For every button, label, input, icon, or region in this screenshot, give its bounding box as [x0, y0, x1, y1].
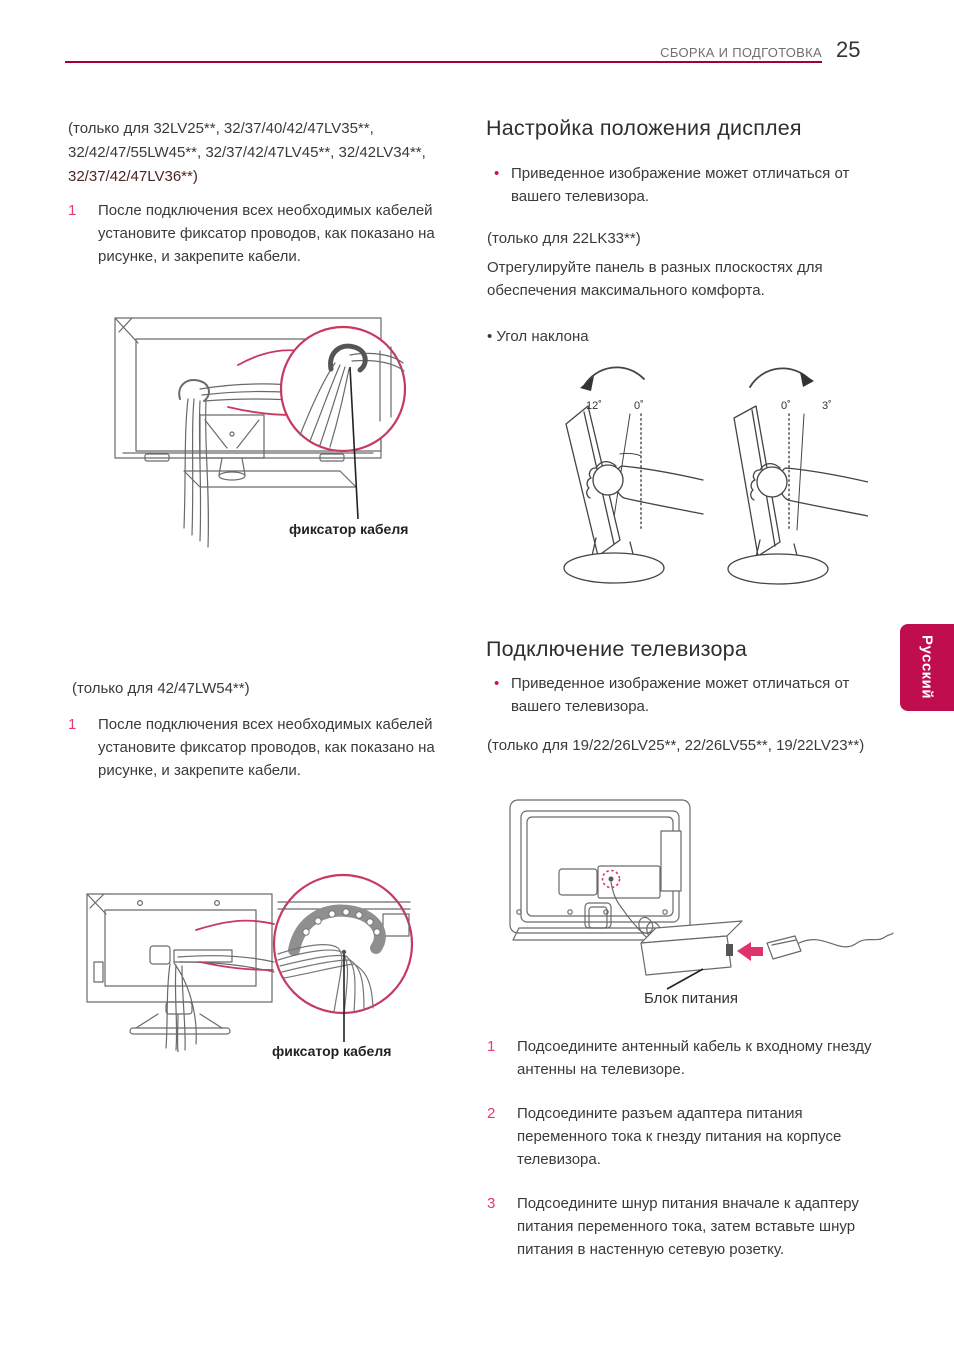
step-number: 2	[487, 1105, 496, 1122]
model-list-lv25: (только для 19/22/26LV25**, 22/26LV55**, 19/22LV23**)	[487, 737, 865, 754]
model-list-a	[68, 117, 472, 189]
language-side-tab: Русский	[900, 624, 954, 711]
figure-cable-holder-small-tv	[78, 862, 433, 1052]
note-tv-connection	[494, 672, 874, 718]
left-step-a	[68, 199, 472, 268]
note-bullet: •	[494, 675, 500, 692]
left-step-b	[68, 713, 472, 782]
connection-step-3	[487, 1192, 879, 1261]
step-number: 1	[68, 716, 77, 733]
figure-a-caption: фиксатор кабеля	[289, 521, 409, 537]
note-text: Приведенное изображение может отличаться от вашего телевизора.	[511, 165, 850, 205]
step-text: Подсоедините антенный кабель к входному гнезду антенны на телевизоре.	[517, 1038, 872, 1078]
note-display-position	[494, 162, 874, 208]
header-section-title: СБОРКА И ПОДГОТОВКА	[660, 45, 822, 60]
header-rule	[65, 61, 822, 63]
tilt-arrow-left	[584, 367, 644, 386]
tilt-arrow-right	[750, 368, 810, 387]
section-title-tv-connection: Подключение телевизора	[486, 637, 747, 661]
connection-step-1	[487, 1035, 879, 1081]
power-adapter-caption: Блок питания	[644, 990, 738, 1007]
adjust-panel-text: Отрегулируйте панель в разных плоскостях для обеспечения максимального комфорта.	[487, 259, 823, 299]
model-list-b: (только для 42/47LW54**)	[72, 680, 250, 697]
step-number: 1	[68, 202, 77, 219]
model-list-a-main: (только для 32LV25**, 32/37/40/42/47LV35**, 32/42/47/55LW45**, 32/37/42/47LV45**, 32/42LV34**,	[68, 120, 426, 161]
step-text: После подключения всех необходимых кабелей установите фиксатор проводов, как показано на рисунке, и закрепите кабели.	[98, 716, 435, 779]
insert-direction-arrow	[737, 942, 763, 961]
figure-tilt-angle	[538, 362, 868, 597]
note-text: Приведенное изображение может отличаться от вашего телевизора.	[511, 675, 850, 715]
model-list-22lk33: (только для 22LK33**)	[487, 230, 641, 247]
angle-right-max: 3˚	[822, 400, 832, 412]
angle-right-min: 0˚	[781, 400, 791, 412]
connection-step-2	[487, 1102, 879, 1171]
tilt-angle-label: • Угол наклона	[487, 328, 589, 345]
model-list-a-highlight: 32/37/42/47LV36**)	[68, 168, 198, 185]
angle-left-max: 12˚	[586, 400, 602, 412]
step-text: Подсоедините разъем адаптера питания переменного тока к гнезду питания на корпусе телевизора.	[517, 1105, 842, 1168]
page-number: 25	[836, 37, 861, 62]
power-adapter-body	[641, 936, 731, 975]
step-text: Подсоедините шнур питания вначале к адаптеру питания переменного тока, затем вставьте шнур питания в настенную сетевую розетку.	[517, 1195, 859, 1258]
step-text: После подключения всех необходимых кабелей установите фиксатор проводов, как показано на рисунке, и закрепите кабели.	[98, 202, 435, 265]
section-title-display-position: Настройка положения дисплея	[486, 116, 802, 140]
angle-left-min: 0˚	[634, 400, 644, 412]
step-number: 1	[487, 1038, 496, 1055]
figure-power-adapter	[495, 793, 895, 993]
step-number: 3	[487, 1195, 496, 1212]
figure-b-caption: фиксатор кабеля	[272, 1043, 392, 1059]
connection-steps	[487, 1035, 879, 1261]
note-bullet: •	[494, 165, 500, 182]
